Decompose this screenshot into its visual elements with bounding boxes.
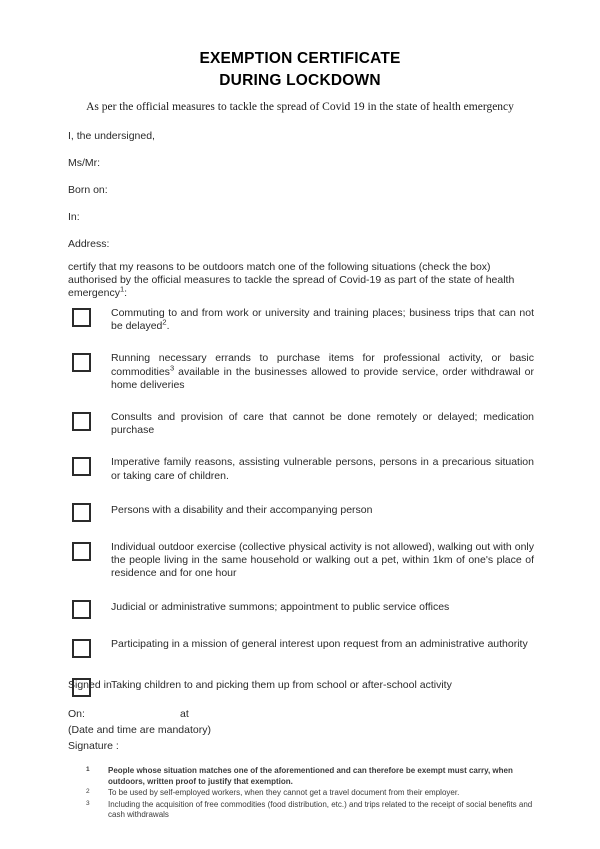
checklist-item-label <box>111 411 534 437</box>
checklist-row[interactable] <box>68 502 534 522</box>
field-address[interactable]: Address: <box>68 238 110 250</box>
checklist-item-text-tail: . <box>166 320 170 333</box>
checkbox-3[interactable] <box>72 412 91 431</box>
checklist-item-label <box>111 638 534 651</box>
footnote-text: People whose situation matches one of the aforementioned and can therefore be exempt must carry, when outdoors, written proof to justify that exemption. <box>108 766 513 786</box>
footnote-number: 2 <box>86 788 90 795</box>
checkbox-5[interactable] <box>72 503 91 522</box>
certify-footnote-ref: 1 <box>119 284 125 294</box>
checklist-item-text: Running necessary errands to purchase items for professional activity, or basic commodities <box>111 352 534 378</box>
checklist-row[interactable] <box>68 599 534 619</box>
checkbox-7[interactable] <box>72 600 91 619</box>
checkbox-8[interactable] <box>72 639 91 658</box>
exemption-reasons-checklist <box>68 307 534 716</box>
checkbox-6[interactable] <box>72 542 91 561</box>
date-time-mandatory-note: (Date and time are mandatory) <box>68 724 211 736</box>
checklist-row[interactable] <box>68 638 534 658</box>
checklist-item-label <box>111 599 534 614</box>
certify-paragraph <box>68 261 534 301</box>
checklist-item-text-tail: available in the businesses allowed to provide service, order withdrawal or home deliveries <box>111 365 534 391</box>
checklist-item-label <box>111 502 534 517</box>
certify-text-tail: : <box>124 287 128 300</box>
checklist-item-text: Persons with a disability and their accompanying person <box>111 503 373 516</box>
footnote-number: 3 <box>86 799 90 807</box>
checklist-item-label <box>111 352 534 392</box>
field-name[interactable]: Ms/Mr: <box>68 157 101 169</box>
at-label[interactable]: at <box>180 708 189 720</box>
checklist-row[interactable] <box>68 352 534 392</box>
field-birthplace[interactable]: In: <box>68 211 80 223</box>
checklist-row[interactable] <box>68 456 534 482</box>
signed-in-label[interactable]: Signed in <box>68 679 112 691</box>
checklist-item-text: Judicial or administrative summons; appointment to public service offices <box>111 601 450 614</box>
document-title-block <box>0 48 600 92</box>
checklist-item-text: Consults and provision of care that cannot be done remotely or delayed; medication purchase <box>111 411 534 437</box>
checklist-row[interactable] <box>68 411 534 437</box>
date-time-row <box>68 706 468 722</box>
on-label[interactable]: On: <box>68 708 85 720</box>
checklist-item-text: Commuting to and from work or university and training places; business trips that can not be delayed <box>111 307 534 333</box>
checklist-item-text: Participating in a mission of general interest upon request from an administrative authority <box>111 638 528 651</box>
checkbox-1[interactable] <box>72 308 91 327</box>
checkbox-2[interactable] <box>72 353 91 372</box>
certify-text: certify that my reasons to be outdoors match one of the following situations (check the box) authorised by the official measures to tackle the spread of Covid-19 as part of the state of health emergency <box>68 261 515 300</box>
checklist-item-footnote-ref: 3 <box>169 363 175 373</box>
checklist-row[interactable] <box>68 307 534 333</box>
footnote-text: To be used by self-employed workers, when they cannot get a travel document from their employer. <box>108 788 460 797</box>
footnote-item <box>86 788 538 799</box>
checklist-item-text: Taking children to and picking them up from school or after-school activity <box>111 679 452 692</box>
checklist-row[interactable] <box>68 541 534 581</box>
checklist-item-label <box>111 456 534 482</box>
field-undersigned: I, the undersigned, <box>68 130 155 142</box>
footnote-item <box>86 766 538 787</box>
checkbox-4[interactable] <box>72 457 91 476</box>
document-title-line-2: DURING LOCKDOWN <box>219 72 381 89</box>
checklist-item-text: Imperative family reasons, assisting vulnerable persons, persons in a precarious situation or taking care of children. <box>111 456 534 482</box>
personal-details-fields <box>68 130 538 265</box>
checklist-item-text: Individual outdoor exercise (collective physical activity is not allowed), walking out with only the people living in the same household or walking out a pet, within 1km of one's place of residence and for one hour <box>111 540 534 580</box>
footnote-number: 1 <box>86 766 90 773</box>
document-title-line-1: EXEMPTION CERTIFICATE <box>199 50 401 67</box>
checklist-item-footnote-ref: 2 <box>162 317 167 327</box>
footnote-item <box>86 800 538 821</box>
checklist-item-label <box>111 541 534 581</box>
signature-block <box>68 679 468 754</box>
document-subtitle: As per the official measures to tackle the spread of Covid 19 in the state of health emergency <box>86 101 514 113</box>
checklist-item-label <box>111 307 534 333</box>
footnote-text: Including the acquisition of free commodities (food distribution, etc.) and trips related to the receipt of social benefits and cash withdrawals <box>108 799 533 819</box>
footnotes-section <box>86 766 538 822</box>
field-born-on[interactable]: Born on: <box>68 184 108 196</box>
signature-label[interactable]: Signature : <box>68 740 119 752</box>
